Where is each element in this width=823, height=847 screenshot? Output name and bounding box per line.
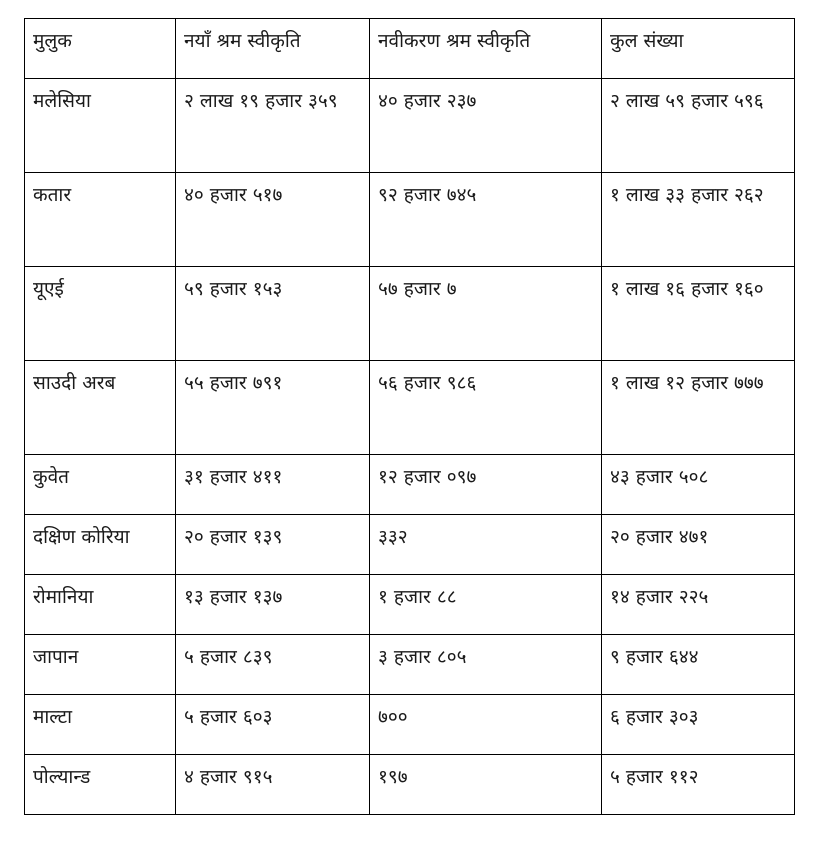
table-row	[25, 575, 795, 635]
table-row	[25, 361, 795, 455]
cell-renewal-permits: ५७ हजार ७	[370, 267, 602, 361]
cell-new-permits: ५ हजार ८३९	[176, 635, 370, 695]
table-row	[25, 635, 795, 695]
labor-permit-table	[24, 18, 795, 815]
header-new-permits: नयाँ श्रम स्वीकृति	[176, 19, 370, 79]
cell-total: ४३ हजार ५०८	[602, 455, 795, 515]
cell-new-permits: ५ हजार ६०३	[176, 695, 370, 755]
cell-country: साउदी अरब	[25, 361, 176, 455]
cell-country: दक्षिण कोरिया	[25, 515, 176, 575]
cell-renewal-permits: ३३२	[370, 515, 602, 575]
cell-total: ९ हजार ६४४	[602, 635, 795, 695]
cell-new-permits: ३१ हजार ४११	[176, 455, 370, 515]
cell-renewal-permits: ५६ हजार ९८६	[370, 361, 602, 455]
cell-new-permits: ५९ हजार १५३	[176, 267, 370, 361]
cell-total: २ लाख ५९ हजार ५९६	[602, 79, 795, 173]
cell-new-permits: ४० हजार ५१७	[176, 173, 370, 267]
table-row	[25, 267, 795, 361]
cell-renewal-permits: १ हजार ८८	[370, 575, 602, 635]
cell-renewal-permits: १९७	[370, 755, 602, 815]
header-country: मुलुक	[25, 19, 176, 79]
cell-country: यूएई	[25, 267, 176, 361]
cell-total: २० हजार ४७१	[602, 515, 795, 575]
cell-total: १ लाख ३३ हजार २६२	[602, 173, 795, 267]
table-row	[25, 695, 795, 755]
header-renewal-permits: नवीकरण श्रम स्वीकृति	[370, 19, 602, 79]
header-total: कुल संख्या	[602, 19, 795, 79]
cell-country: कुवेत	[25, 455, 176, 515]
cell-total: १ लाख १६ हजार १६०	[602, 267, 795, 361]
table-row	[25, 455, 795, 515]
table-header-row	[25, 19, 795, 79]
cell-country: रोमानिया	[25, 575, 176, 635]
cell-renewal-permits: ७००	[370, 695, 602, 755]
cell-total: ५ हजार ११२	[602, 755, 795, 815]
cell-total: ६ हजार ३०३	[602, 695, 795, 755]
cell-country: जापान	[25, 635, 176, 695]
cell-new-permits: ४ हजार ९१५	[176, 755, 370, 815]
table-row	[25, 515, 795, 575]
cell-new-permits: ५५ हजार ७९१	[176, 361, 370, 455]
cell-renewal-permits: १२ हजार ०९७	[370, 455, 602, 515]
table-row	[25, 755, 795, 815]
cell-country: कतार	[25, 173, 176, 267]
cell-renewal-permits: ३ हजार ८०५	[370, 635, 602, 695]
table-row	[25, 79, 795, 173]
cell-country: पोल्यान्ड	[25, 755, 176, 815]
cell-renewal-permits: ९२ हजार ७४५	[370, 173, 602, 267]
cell-new-permits: १३ हजार १३७	[176, 575, 370, 635]
table-row	[25, 173, 795, 267]
cell-new-permits: २ लाख १९ हजार ३५९	[176, 79, 370, 173]
cell-country: माल्टा	[25, 695, 176, 755]
cell-country: मलेसिया	[25, 79, 176, 173]
cell-total: १४ हजार २२५	[602, 575, 795, 635]
cell-new-permits: २० हजार १३९	[176, 515, 370, 575]
cell-total: १ लाख १२ हजार ७७७	[602, 361, 795, 455]
cell-renewal-permits: ४० हजार २३७	[370, 79, 602, 173]
